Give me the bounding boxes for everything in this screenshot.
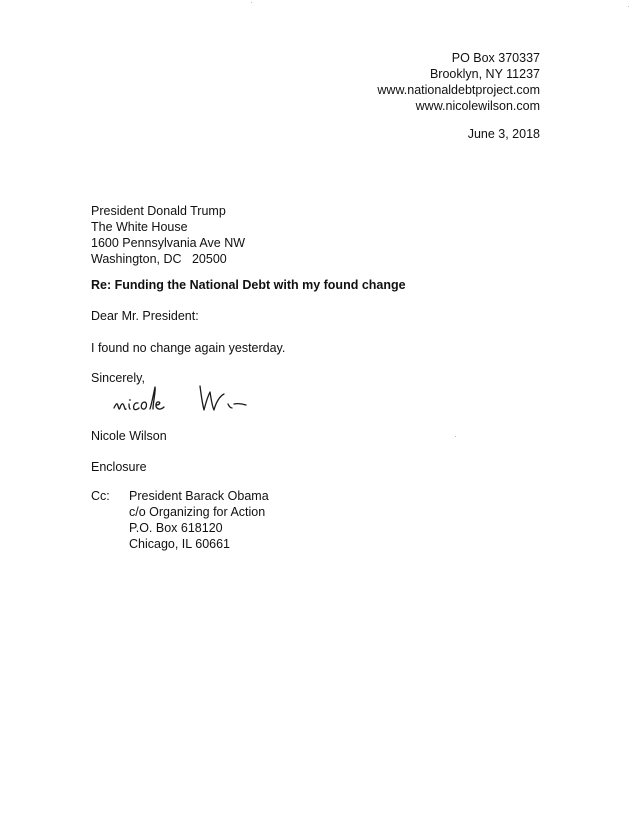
salutation: Dear Mr. President: <box>91 309 199 323</box>
cc-line: P.O. Box 618120 <box>129 521 223 535</box>
scan-speck <box>455 436 456 437</box>
recipient-line: Washington, DC 20500 <box>91 252 227 266</box>
sender-website: www.nationaldebtproject.com <box>377 83 540 97</box>
cc-line: c/o Organizing for Action <box>129 505 266 519</box>
subject-line: Re: Funding the National Debt with my found change <box>91 278 406 292</box>
recipient-line: 1600 Pennsylvania Ave NW <box>91 236 246 250</box>
scan-speck <box>251 2 252 3</box>
recipient-address <box>91 203 245 267</box>
recipient-line: President Donald Trump <box>91 204 226 218</box>
cc-label: Cc: <box>91 489 110 503</box>
letter-body: I found no change again yesterday. <box>91 341 286 355</box>
recipient-line: The White House <box>91 220 188 234</box>
letter-date: June 3, 2018 <box>467 127 540 141</box>
sender-line: Brooklyn, NY 11237 <box>429 67 540 81</box>
scan-speck <box>628 6 629 7</box>
sender-website: www.nicolewilson.com <box>415 99 540 113</box>
cc-line: Chicago, IL 60661 <box>129 537 231 551</box>
sender-address <box>377 50 540 114</box>
enclosure-note: Enclosure <box>91 460 147 474</box>
cc-line: President Barack Obama <box>129 489 269 503</box>
cc-address <box>129 488 269 552</box>
sender-line: PO Box 370337 <box>451 51 540 65</box>
handwritten-signature <box>112 382 252 420</box>
closing: Sincerely, <box>91 371 145 385</box>
signer-name: Nicole Wilson <box>91 429 167 443</box>
